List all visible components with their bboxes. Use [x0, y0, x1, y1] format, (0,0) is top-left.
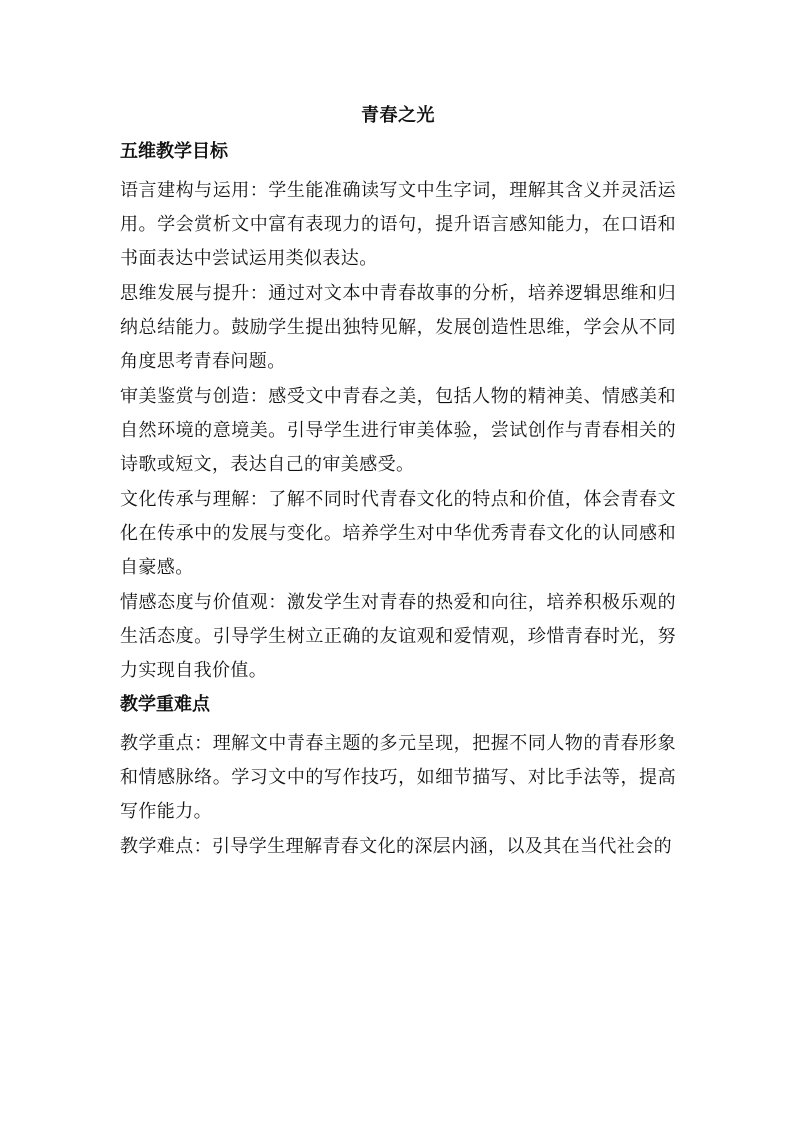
paragraph-aesthetics: 审美鉴赏与创造：感受文中青春之美，包括人物的精神美、情感美和自然环境的意境美。引导学生进行审美体验，尝试创作与青春相关的诗歌或短文，表达自己的审美感受。 — [120, 386, 676, 475]
paragraph-values: 情感态度与价值观：激发学生对青春的热爱和向往，培养积极乐观的生活态度。引导学生树立正确的友谊观和爱情观，珍惜青春时光，努力实现自我价值。 — [120, 592, 676, 681]
document-title: 青春之光 — [361, 105, 435, 126]
paragraph-language: 语言建构与运用：学生能准确读写文中生字词，理解其含义并灵活运用。学会赏析文中富有表现力的语句，提升语言感知能力，在口语和书面表达中尝试运用类似表达。 — [120, 180, 676, 269]
paragraph-key-point: 教学重点：理解文中青春主题的多元呈现，把握不同人物的青春形象和情感脉络。学习文中的写作技巧，如细节描写、对比手法等，提高写作能力。 — [120, 733, 676, 822]
paragraph-difficulty: 教学难点：引导学生理解青春文化的深层内涵，以及其在当代社会的 — [120, 836, 672, 857]
paragraph-culture: 文化传承与理解：了解不同时代青春文化的特点和价值，体会青春文化在传承中的发展与变化。培养学生对中华优秀青春文化的认同感和自豪感。 — [120, 489, 676, 578]
document-body — [120, 102, 676, 865]
section-heading-objectives: 五维教学目标 — [120, 141, 228, 162]
section-heading-key-points: 教学重难点 — [120, 694, 210, 715]
paragraph-thinking: 思维发展与提升：通过对文本中青春故事的分析，培养逻辑思维和归纳总结能力。鼓励学生提出独特见解，发展创造性思维，学会从不同角度思考青春问题。 — [120, 283, 676, 372]
